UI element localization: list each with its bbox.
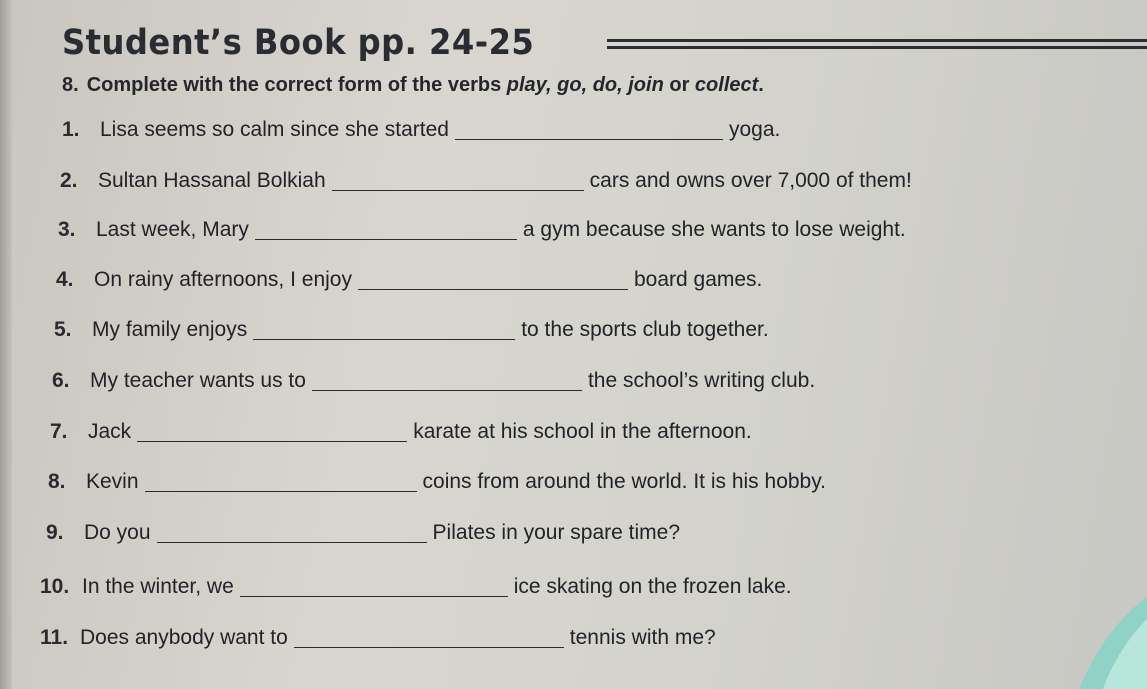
exercise-item-2	[60, 169, 912, 193]
item-text-after: tennis with me?	[569, 626, 716, 649]
answer-blank-1[interactable]	[455, 121, 723, 140]
item-text-after: yoga.	[728, 118, 781, 141]
item-text-after: coins from around the world. It is his hobby.	[422, 470, 827, 493]
item-number: 5.	[54, 318, 72, 341]
item-text-before: My teacher wants us to	[90, 369, 306, 392]
answer-blank-6[interactable]	[312, 372, 582, 391]
exercise-item-1	[62, 118, 780, 142]
instruction-last-verb: collect	[694, 74, 759, 96]
answer-blank-3[interactable]	[255, 221, 517, 240]
answer-blank-7[interactable]	[137, 423, 407, 442]
answer-blank-9[interactable]	[157, 524, 427, 543]
instruction-verbs: play, go, do, join	[506, 74, 664, 96]
exercise-item-3	[58, 218, 906, 242]
answer-blank-8[interactable]	[145, 473, 417, 492]
item-text-before: Does anybody want to	[80, 626, 288, 649]
item-text-after: cars and owns over 7,000 of them!	[589, 169, 912, 192]
item-text-after: the school’s writing club.	[587, 369, 816, 392]
exercise-item-9	[46, 521, 680, 545]
item-text-after: to the sports club together.	[521, 318, 769, 341]
answer-blank-4[interactable]	[358, 271, 628, 290]
item-text-before: Sultan Hassanal Bolkiah	[98, 169, 326, 192]
exercise-number: 8.	[62, 74, 79, 96]
item-text-before: My family enjoys	[92, 318, 248, 341]
item-number: 8.	[48, 470, 66, 493]
item-number: 3.	[58, 218, 76, 241]
item-number: 10.	[40, 575, 70, 598]
item-text-before: Lisa seems so calm since she started	[100, 118, 449, 141]
instruction-connector: or	[663, 74, 695, 96]
item-text-after: board games.	[633, 268, 763, 291]
exercise-item-10	[40, 575, 792, 599]
item-text-after: a gym because she wants to lose weight.	[522, 218, 906, 241]
page-title: Student’s Book pp. 24-25	[62, 23, 535, 63]
answer-blank-10[interactable]	[240, 578, 508, 597]
item-text-before: In the winter, we	[82, 575, 234, 598]
instruction-prefix: Complete with the correct form of the verbs	[86, 74, 507, 96]
item-number: 9.	[46, 521, 64, 544]
item-text-before: Kevin	[86, 470, 139, 493]
exercise-item-6	[52, 369, 815, 393]
item-number: 1.	[62, 118, 80, 141]
item-text-before: On rainy afternoons, I enjoy	[94, 268, 352, 291]
answer-blank-11[interactable]	[294, 629, 564, 648]
item-text-before: Do you	[84, 521, 151, 544]
item-text-after: karate at his school in the afternoon.	[413, 420, 752, 443]
answer-blank-2[interactable]	[332, 172, 584, 191]
exercise-item-11	[40, 626, 716, 650]
instruction-suffix: .	[758, 74, 764, 96]
item-text-before: Jack	[88, 420, 132, 443]
exercise-item-7	[50, 420, 752, 444]
page-corner-decoration	[1057, 589, 1147, 689]
exercise-item-8	[48, 470, 826, 494]
item-text-after: Pilates in your spare time?	[432, 521, 680, 544]
item-number: 11.	[40, 626, 69, 649]
item-number: 4.	[56, 268, 74, 291]
exercise-item-4	[56, 268, 762, 292]
item-number: 2.	[60, 169, 78, 192]
exercise-item-5	[54, 318, 769, 342]
item-number: 7.	[50, 420, 68, 443]
item-number: 6.	[52, 369, 70, 392]
item-text-after: ice skating on the frozen lake.	[513, 575, 792, 598]
answer-blank-5[interactable]	[253, 321, 515, 340]
item-text-before: Last week, Mary	[96, 218, 249, 241]
